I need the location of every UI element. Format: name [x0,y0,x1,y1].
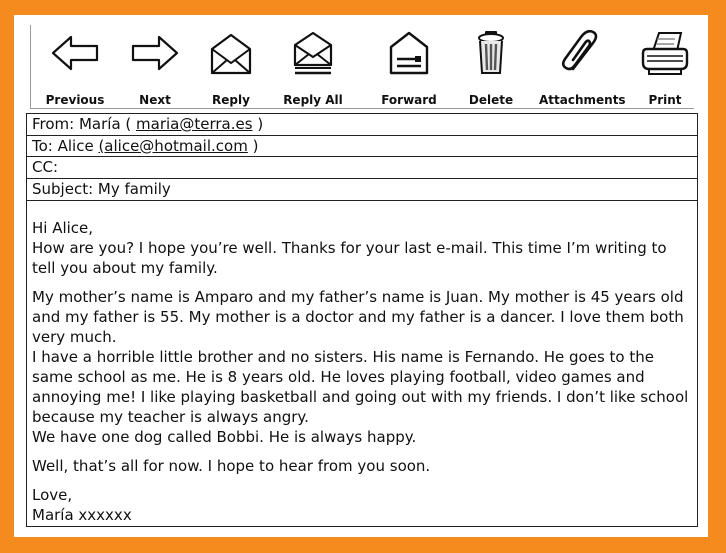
delete-label: Delete [468,93,514,107]
delete-button[interactable] [449,29,533,109]
from-row [27,114,697,136]
to-row [27,136,697,158]
to-suffix: ) [247,136,259,155]
printer-icon [637,29,693,77]
to-label: To: Alice [32,136,99,155]
print-label: Print [648,93,682,107]
intro-paragraph: How are you? I hope you’re well. Thanks for your last e-mail. This time I’m writing to tell you about my family. [32,239,667,277]
pet-paragraph: We have one dog called Bobbi. He is always happy. [32,428,417,446]
right-arrow-icon [127,29,183,77]
forward-label: Forward [381,93,437,107]
reply-label: Reply [212,93,250,107]
subject-row: Subject: My family [32,179,171,198]
siblings-paragraph: I have a horrible little brother and no sisters. His name is Fernando. He goes to the same school as me. He is 8 years old. He loves playing football, video games and annoying me! I like playing basketball and going out with my friends. I don’t like school because my teacher is always angry. [32,348,689,426]
reply-all-button[interactable] [271,29,355,109]
previous-button[interactable] [33,29,117,109]
paperclip-icon [553,29,609,77]
previous-label: Previous [45,93,105,107]
message-headers [26,113,698,201]
message-body [26,201,698,527]
signature-text: María xxxxxx [32,506,132,524]
to-email-link[interactable]: (alice@hotmail.com [98,136,248,155]
cc-row: CC: [27,157,697,179]
next-button[interactable] [113,29,197,109]
from-suffix: ) [252,115,264,133]
email-window [14,15,708,537]
left-arrow-icon [47,29,103,77]
from-label: From: María ( [32,115,137,133]
toolbar [30,25,694,109]
signoff-text: Love, [32,486,73,504]
next-label: Next [139,93,171,107]
reply-button[interactable] [189,29,273,109]
outbox-icon [381,29,437,77]
attachments-label: Attachments [539,93,626,107]
trash-can-icon [463,29,519,77]
greeting-text: Hi Alice, [32,219,94,237]
attachments-button[interactable] [539,29,626,109]
closing-paragraph: Well, that’s all for now. I hope to hear from you soon. [32,457,431,475]
print-button[interactable] [623,29,707,109]
forward-button[interactable] [367,29,451,109]
parents-paragraph: My mother’s name is Amparo and my father’s name is Juan. My mother is 45 years old and my father is 55. My mother is a doctor and my father is a dancer. I love them both very much. [32,288,684,346]
stacked-envelopes-icon [285,29,341,77]
envelope-icon [203,29,259,77]
from-email-link[interactable]: maria@terra.es [136,115,253,133]
reply-all-label: Reply All [283,93,343,107]
